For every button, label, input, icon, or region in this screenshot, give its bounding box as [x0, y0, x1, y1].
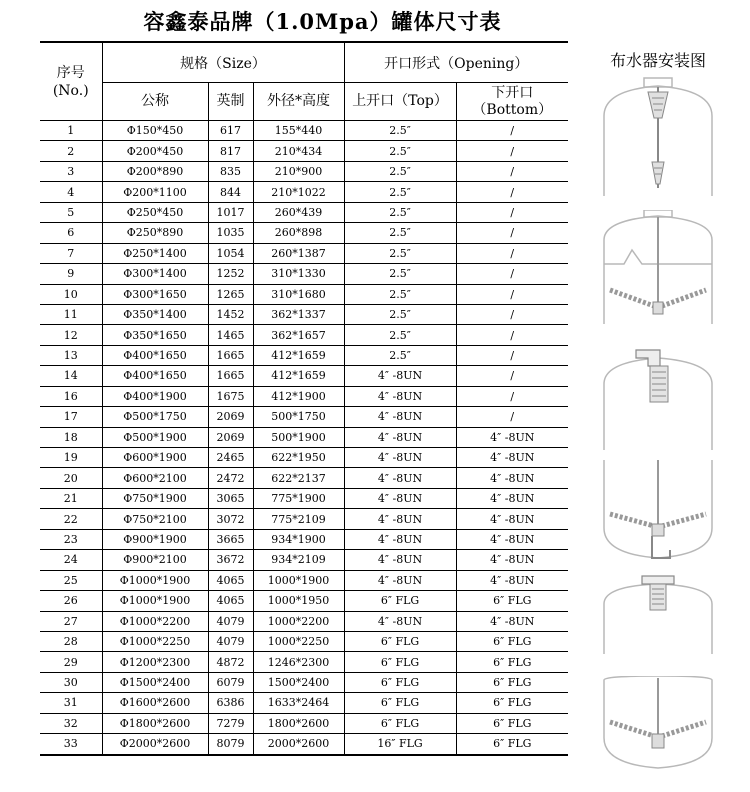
row-top-opening: 4″ -8UN [344, 509, 456, 529]
row-bottom-opening: / [456, 121, 568, 141]
row-top-opening: 4″ -8UN [344, 488, 456, 508]
row-nominal: Φ750*2100 [102, 509, 208, 529]
header-opening: 开口形式（Opening） [344, 42, 568, 83]
row-top-opening: 2.5″ [344, 243, 456, 263]
table-row [40, 672, 568, 692]
row-inch: 2069 [208, 427, 253, 447]
row-inch: 1465 [208, 325, 253, 345]
row-dims: 210*434 [253, 141, 344, 161]
row-no: 19 [40, 448, 102, 468]
row-nominal: Φ250*1400 [102, 243, 208, 263]
row-inch: 1452 [208, 304, 253, 324]
row-dims: 260*1387 [253, 243, 344, 263]
header-no-en-label: (No.) [52, 82, 89, 99]
row-inch: 7279 [208, 713, 253, 733]
row-bottom-opening: 6″ FLG [456, 713, 568, 733]
row-top-opening: 6″ FLG [344, 672, 456, 692]
row-inch: 4872 [208, 652, 253, 672]
row-dims: 622*1950 [253, 448, 344, 468]
table-row [40, 264, 568, 284]
row-no: 7 [40, 243, 102, 263]
table-row [40, 611, 568, 631]
row-inch: 4065 [208, 591, 253, 611]
row-nominal: Φ150*450 [102, 121, 208, 141]
row-bottom-opening: 6″ FLG [456, 631, 568, 651]
header-size: 规格（Size） [102, 42, 344, 83]
row-inch: 844 [208, 182, 253, 202]
tank-size-table [40, 41, 568, 756]
row-nominal: Φ250*890 [102, 223, 208, 243]
row-dims: 210*1022 [253, 182, 344, 202]
row-inch: 3072 [208, 509, 253, 529]
row-inch: 1252 [208, 264, 253, 284]
row-bottom-opening: / [456, 386, 568, 406]
row-no: 29 [40, 652, 102, 672]
row-bottom-opening: 4″ -8UN [456, 509, 568, 529]
row-nominal: Φ400*1650 [102, 345, 208, 365]
header-bottom-line1: 下开口 [491, 84, 534, 101]
row-inch: 8079 [208, 734, 253, 755]
row-inch: 1017 [208, 202, 253, 222]
row-top-opening: 2.5″ [344, 141, 456, 161]
row-top-opening: 4″ -8UN [344, 407, 456, 427]
row-bottom-opening: / [456, 325, 568, 345]
row-nominal: Φ400*1900 [102, 386, 208, 406]
row-no: 1 [40, 121, 102, 141]
row-dims: 775*2109 [253, 509, 344, 529]
row-inch: 1675 [208, 386, 253, 406]
row-nominal: Φ900*2100 [102, 550, 208, 570]
row-nominal: Φ1500*2400 [102, 672, 208, 692]
row-top-opening: 2.5″ [344, 304, 456, 324]
row-bottom-opening: / [456, 366, 568, 386]
row-top-opening: 4″ -8UN [344, 529, 456, 549]
row-dims: 412*1659 [253, 345, 344, 365]
row-top-opening: 2.5″ [344, 284, 456, 304]
table-row [40, 550, 568, 570]
row-bottom-opening: / [456, 345, 568, 365]
row-top-opening: 2.5″ [344, 223, 456, 243]
row-inch: 835 [208, 161, 253, 181]
row-nominal: Φ350*1650 [102, 325, 208, 345]
row-bottom-opening: / [456, 407, 568, 427]
row-top-opening: 6″ FLG [344, 713, 456, 733]
table-row [40, 509, 568, 529]
row-inch: 6386 [208, 693, 253, 713]
row-dims: 260*898 [253, 223, 344, 243]
row-no: 5 [40, 202, 102, 222]
row-bottom-opening: 4″ -8UN [456, 611, 568, 631]
row-bottom-opening: 6″ FLG [456, 672, 568, 692]
row-bottom-opening: 6″ FLG [456, 591, 568, 611]
table-body [40, 121, 568, 755]
row-no: 27 [40, 611, 102, 631]
row-no: 16 [40, 386, 102, 406]
row-bottom-opening: 4″ -8UN [456, 427, 568, 447]
row-dims: 260*439 [253, 202, 344, 222]
row-bottom-opening: 4″ -8UN [456, 488, 568, 508]
row-inch: 4079 [208, 631, 253, 651]
row-top-opening: 2.5″ [344, 182, 456, 202]
row-bottom-opening: / [456, 202, 568, 222]
row-bottom-opening: / [456, 141, 568, 161]
row-nominal: Φ500*1900 [102, 427, 208, 447]
row-no: 21 [40, 488, 102, 508]
row-bottom-opening: 6″ FLG [456, 652, 568, 672]
table-row [40, 591, 568, 611]
row-inch: 617 [208, 121, 253, 141]
row-top-opening: 4″ -8UN [344, 386, 456, 406]
row-no: 26 [40, 591, 102, 611]
row-inch: 4065 [208, 570, 253, 590]
row-dims: 1000*2200 [253, 611, 344, 631]
row-nominal: Φ1600*2600 [102, 693, 208, 713]
table-row [40, 570, 568, 590]
row-bottom-opening: 6″ FLG [456, 734, 568, 755]
table-row [40, 631, 568, 651]
row-no: 12 [40, 325, 102, 345]
row-no: 22 [40, 509, 102, 529]
row-inch: 2472 [208, 468, 253, 488]
row-dims: 934*2109 [253, 550, 344, 570]
table-row [40, 366, 568, 386]
table-row [40, 161, 568, 181]
page-title: 容鑫泰品牌（1.0Mpa）罐体尺寸表 [143, 9, 502, 34]
row-bottom-opening: 4″ -8UN [456, 529, 568, 549]
tank-bottom-lateral-icon [598, 458, 718, 570]
header-nominal: 公称 [102, 83, 208, 121]
row-dims: 1633*2464 [253, 693, 344, 713]
row-bottom-opening: 4″ -8UN [456, 570, 568, 590]
row-inch: 3672 [208, 550, 253, 570]
row-nominal: Φ200*1100 [102, 182, 208, 202]
row-top-opening: 6″ FLG [344, 652, 456, 672]
table-row [40, 468, 568, 488]
row-dims: 1000*2250 [253, 631, 344, 651]
diagram-section-title: 布水器安装图 [609, 51, 706, 70]
row-top-opening: 2.5″ [344, 345, 456, 365]
row-no: 4 [40, 182, 102, 202]
row-nominal: Φ250*450 [102, 202, 208, 222]
row-bottom-opening: / [456, 284, 568, 304]
row-no: 14 [40, 366, 102, 386]
table-row [40, 693, 568, 713]
row-bottom-opening: 6″ FLG [456, 693, 568, 713]
row-top-opening: 4″ -8UN [344, 448, 456, 468]
row-nominal: Φ1000*1900 [102, 570, 208, 590]
row-bottom-opening: / [456, 243, 568, 263]
row-inch: 2069 [208, 407, 253, 427]
table-row [40, 488, 568, 508]
row-no: 24 [40, 550, 102, 570]
header-bottom-line2: （Bottom） [472, 101, 553, 118]
table-row [40, 141, 568, 161]
row-no: 30 [40, 672, 102, 692]
row-dims: 1000*1950 [253, 591, 344, 611]
row-dims: 310*1680 [253, 284, 344, 304]
row-dims: 1000*1900 [253, 570, 344, 590]
row-top-opening: 2.5″ [344, 264, 456, 284]
row-nominal: Φ2000*2600 [102, 734, 208, 755]
row-dims: 362*1657 [253, 325, 344, 345]
table-row [40, 407, 568, 427]
row-top-opening: 16″ FLG [344, 734, 456, 755]
row-nominal: Φ200*450 [102, 141, 208, 161]
table-row [40, 284, 568, 304]
table-row [40, 182, 568, 202]
tank-lateral-distributor-icon [598, 210, 718, 326]
row-dims: 934*1900 [253, 529, 344, 549]
row-dims: 210*900 [253, 161, 344, 181]
table-row [40, 223, 568, 243]
tank-top-elbow-icon [598, 344, 718, 452]
row-inch: 817 [208, 141, 253, 161]
row-dims: 310*1330 [253, 264, 344, 284]
table-row [40, 202, 568, 222]
row-nominal: Φ600*1900 [102, 448, 208, 468]
row-inch: 3065 [208, 488, 253, 508]
row-bottom-opening: / [456, 161, 568, 181]
table-row [40, 121, 568, 141]
tank-bottom-hub-icon [598, 676, 718, 776]
row-top-opening: 4″ -8UN [344, 427, 456, 447]
row-nominal: Φ1000*2200 [102, 611, 208, 631]
row-bottom-opening: 4″ -8UN [456, 468, 568, 488]
row-no: 13 [40, 345, 102, 365]
row-no: 11 [40, 304, 102, 324]
row-bottom-opening: 4″ -8UN [456, 550, 568, 570]
row-dims: 775*1900 [253, 488, 344, 508]
table-row [40, 529, 568, 549]
row-dims: 500*1750 [253, 407, 344, 427]
row-top-opening: 2.5″ [344, 325, 456, 345]
row-nominal: Φ400*1650 [102, 366, 208, 386]
header-od-height: 外径*高度 [253, 83, 344, 121]
row-bottom-opening: / [456, 304, 568, 324]
tank-top-distributor-icon [598, 76, 718, 198]
tank-top-screen-icon [598, 574, 718, 656]
row-bottom-opening: / [456, 182, 568, 202]
row-top-opening: 6″ FLG [344, 591, 456, 611]
row-top-opening: 6″ FLG [344, 693, 456, 713]
row-inch: 1665 [208, 345, 253, 365]
table-row [40, 325, 568, 345]
row-dims: 2000*2600 [253, 734, 344, 755]
table-row [40, 345, 568, 365]
row-top-opening: 2.5″ [344, 202, 456, 222]
row-no: 20 [40, 468, 102, 488]
table-row [40, 652, 568, 672]
row-top-opening: 4″ -8UN [344, 468, 456, 488]
row-nominal: Φ500*1750 [102, 407, 208, 427]
table-row [40, 386, 568, 406]
row-inch: 1035 [208, 223, 253, 243]
row-inch: 6079 [208, 672, 253, 692]
header-inch: 英制 [208, 83, 253, 121]
row-top-opening: 2.5″ [344, 121, 456, 141]
row-no: 25 [40, 570, 102, 590]
row-no: 31 [40, 693, 102, 713]
row-nominal: Φ600*2100 [102, 468, 208, 488]
row-top-opening: 4″ -8UN [344, 570, 456, 590]
row-top-opening: 6″ FLG [344, 631, 456, 651]
row-inch: 2465 [208, 448, 253, 468]
row-nominal: Φ300*1400 [102, 264, 208, 284]
header-bottom [456, 83, 568, 121]
row-inch: 3665 [208, 529, 253, 549]
row-no: 28 [40, 631, 102, 651]
table-row [40, 448, 568, 468]
row-nominal: Φ1800*2600 [102, 713, 208, 733]
row-no: 32 [40, 713, 102, 733]
row-dims: 500*1900 [253, 427, 344, 447]
row-nominal: Φ750*1900 [102, 488, 208, 508]
row-nominal: Φ1200*2300 [102, 652, 208, 672]
row-dims: 1246*2300 [253, 652, 344, 672]
row-bottom-opening: / [456, 264, 568, 284]
row-dims: 622*2137 [253, 468, 344, 488]
row-nominal: Φ350*1400 [102, 304, 208, 324]
row-dims: 362*1337 [253, 304, 344, 324]
row-nominal: Φ900*1900 [102, 529, 208, 549]
row-no: 2 [40, 141, 102, 161]
row-nominal: Φ1000*2250 [102, 631, 208, 651]
row-nominal: Φ1000*1900 [102, 591, 208, 611]
row-no: 18 [40, 427, 102, 447]
row-dims: 155*440 [253, 121, 344, 141]
row-bottom-opening: / [456, 223, 568, 243]
row-top-opening: 4″ -8UN [344, 611, 456, 631]
row-no: 23 [40, 529, 102, 549]
row-dims: 412*1659 [253, 366, 344, 386]
row-inch: 4079 [208, 611, 253, 631]
row-inch: 1665 [208, 366, 253, 386]
row-bottom-opening: 4″ -8UN [456, 448, 568, 468]
table-row [40, 304, 568, 324]
table-row [40, 243, 568, 263]
row-dims: 412*1900 [253, 386, 344, 406]
row-no: 3 [40, 161, 102, 181]
row-dims: 1800*2600 [253, 713, 344, 733]
row-top-opening: 4″ -8UN [344, 366, 456, 386]
row-nominal: Φ200*890 [102, 161, 208, 181]
row-no: 6 [40, 223, 102, 243]
header-no-label: 序号 [56, 64, 85, 81]
row-top-opening: 4″ -8UN [344, 550, 456, 570]
row-no: 33 [40, 734, 102, 755]
row-dims: 1500*2400 [253, 672, 344, 692]
table-row [40, 427, 568, 447]
row-no: 17 [40, 407, 102, 427]
table-row [40, 734, 568, 755]
distributor-diagrams [598, 76, 718, 776]
row-no: 10 [40, 284, 102, 304]
table-row [40, 713, 568, 733]
row-inch: 1054 [208, 243, 253, 263]
row-top-opening: 2.5″ [344, 161, 456, 181]
row-nominal: Φ300*1650 [102, 284, 208, 304]
row-inch: 1265 [208, 284, 253, 304]
header-top: 上开口（Top） [344, 83, 456, 121]
header-no [40, 42, 102, 121]
row-no: 9 [40, 264, 102, 284]
